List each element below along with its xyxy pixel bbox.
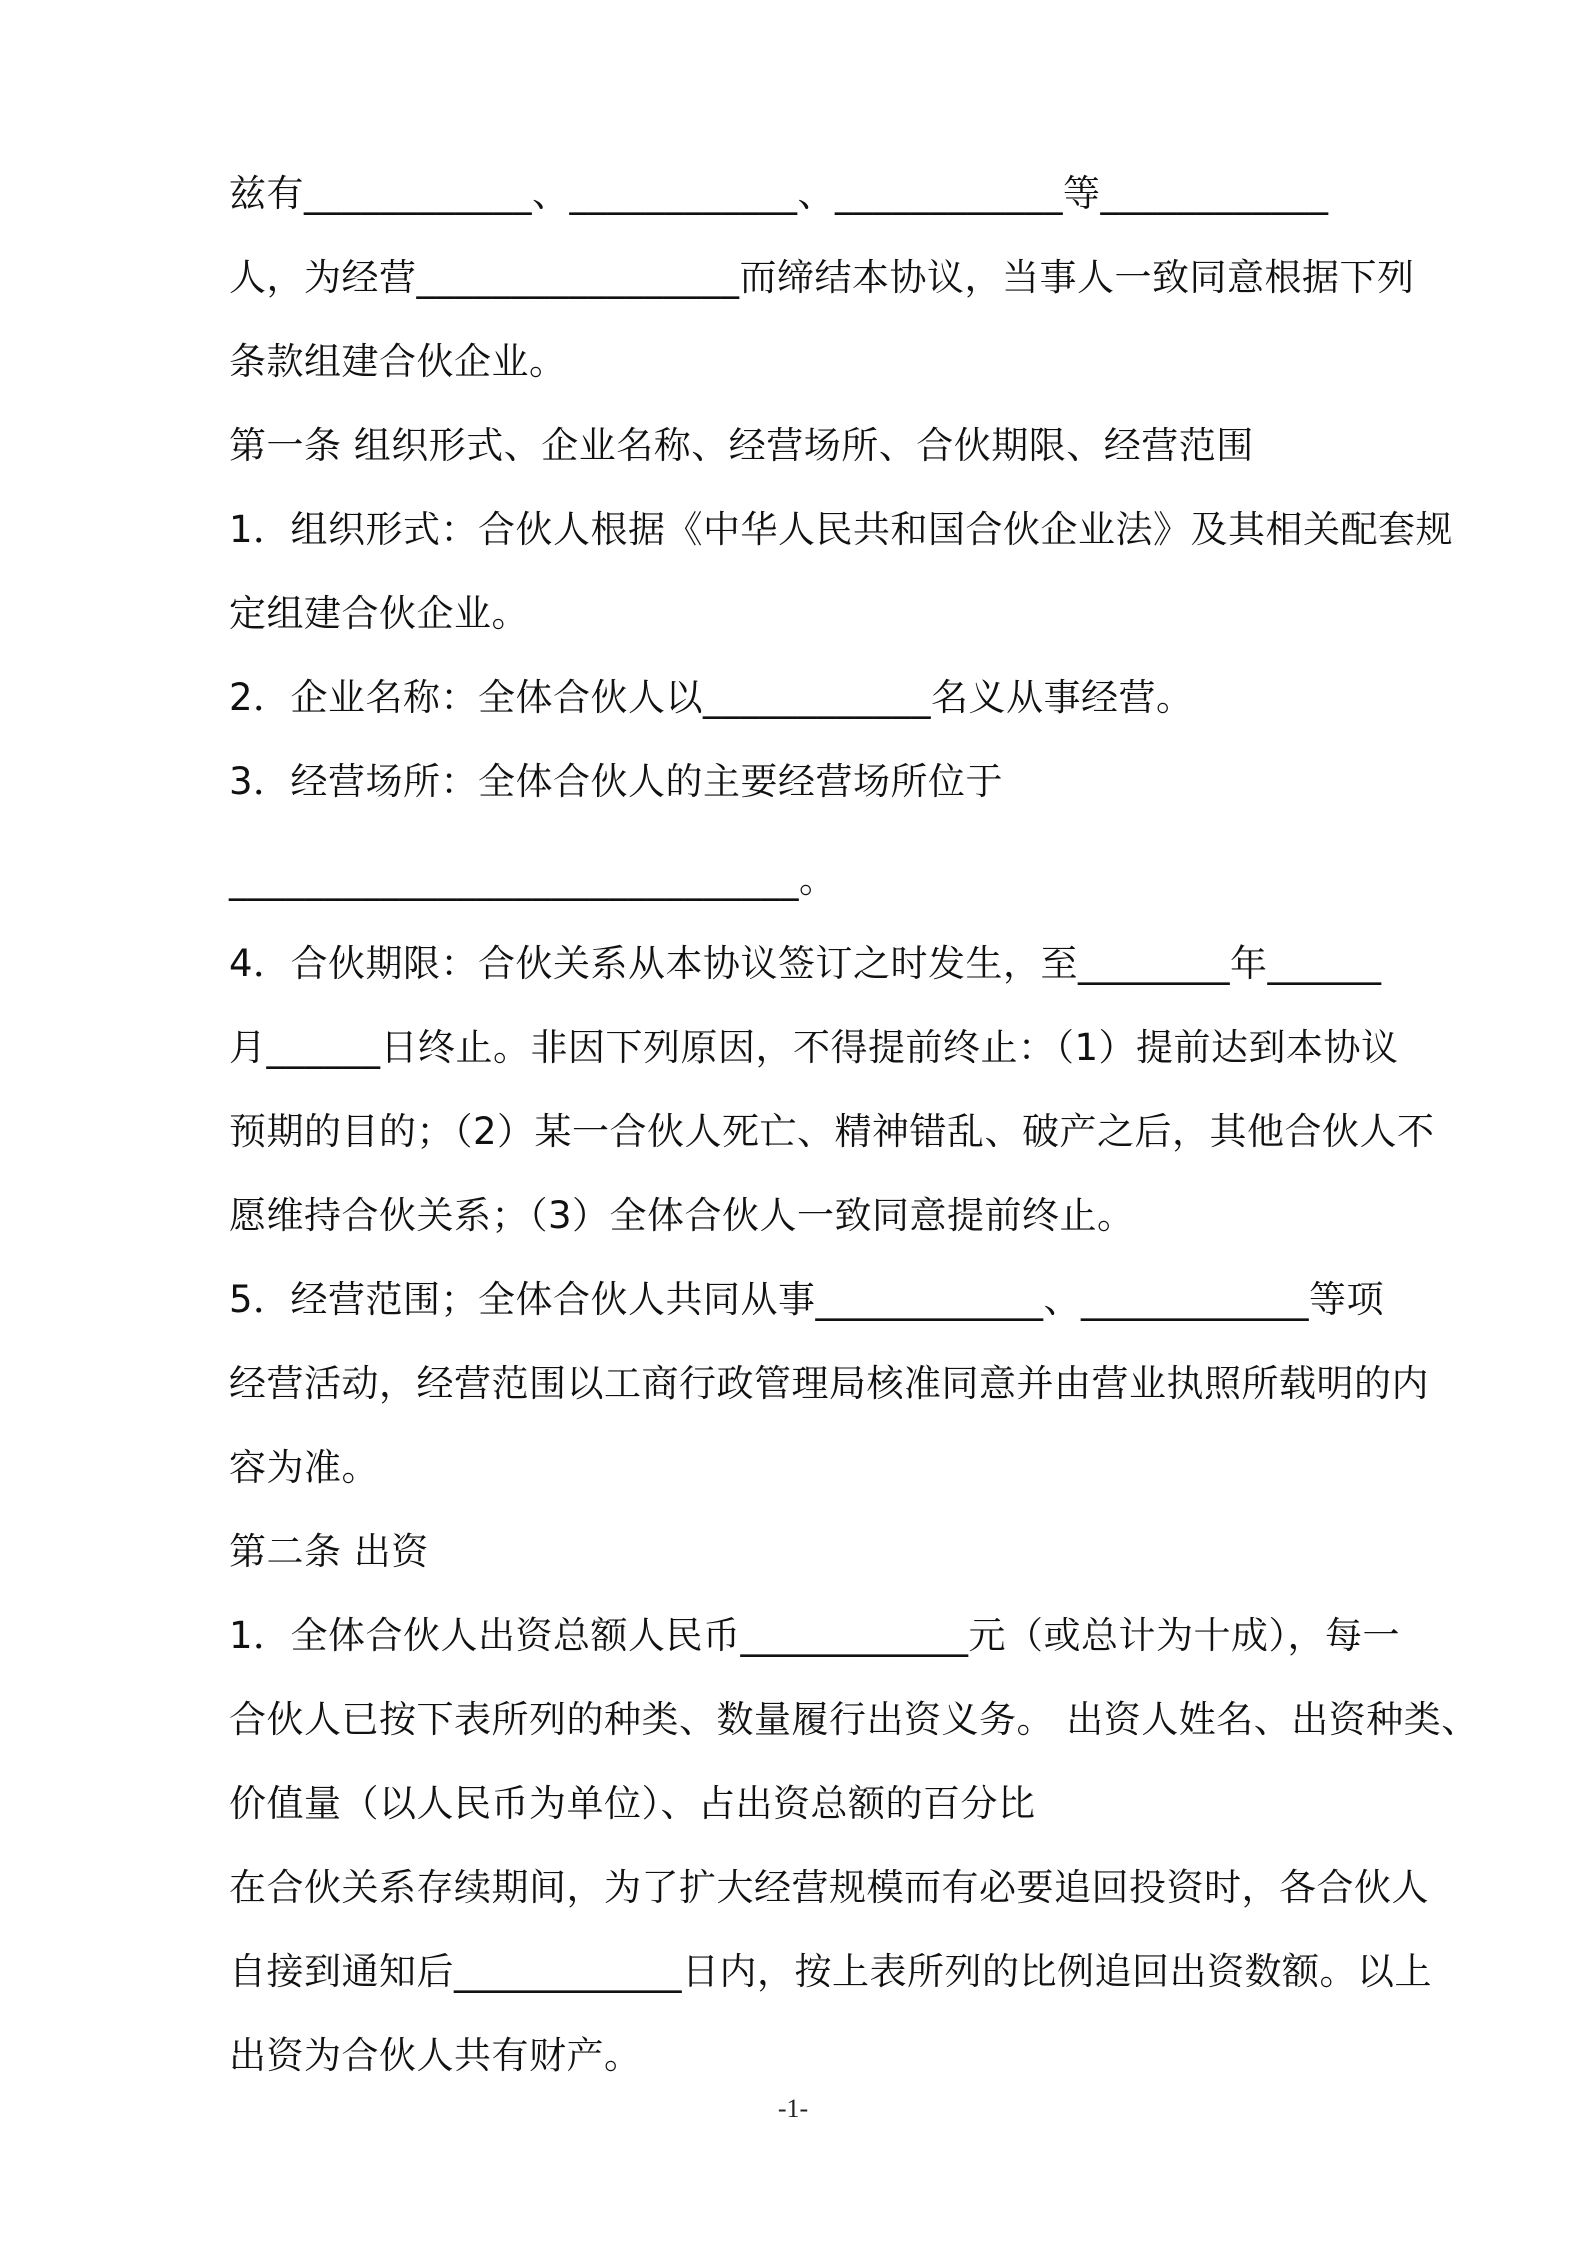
- text-line: 在合伙关系存续期间，为了扩大经营规模而有必要追回投资时，各合伙人: [229, 1866, 1429, 1909]
- text-line: 兹有____________、____________、____________等____________: [229, 172, 1329, 215]
- text-line: 定组建合伙企业。: [229, 592, 529, 635]
- text-line: 人，为经营_________________而缔结本协议，当事人一致同意根据下列: [229, 256, 1415, 299]
- text-line: 2．企业名称：全体合伙人以____________名义从事经营。: [229, 676, 1194, 719]
- text-line: 自接到通知后____________日内，按上表所列的比例追回出资数额。以上: [229, 1950, 1432, 1993]
- text-line: 1．组织形式：合伙人根据《中华人民共和国合伙企业法》及其相关配套规: [229, 508, 1454, 551]
- text-line: ______________________________。: [229, 858, 837, 901]
- text-line: 愿维持合伙关系；（3）全体合伙人一致同意提前终止。: [229, 1194, 1135, 1237]
- text-line: 5．经营范围；全体合伙人共同从事____________、____________等项: [229, 1278, 1385, 1321]
- text-line: 价值量（以人民币为单位）、占出资总额的百分比: [229, 1782, 1036, 1825]
- document-body: [229, 152, 1479, 2098]
- text-line: 1．全体合伙人出资总额人民币____________元（或总计为十成），每一: [229, 1614, 1401, 1657]
- text-line: 出资为合伙人共有财产。: [229, 2034, 642, 2077]
- text-line: 经营活动，经营范围以工商行政管理局核准同意并由营业执照所载明的内: [229, 1362, 1429, 1405]
- article-heading: 第二条 出资: [229, 1530, 429, 1573]
- text-line: 3．经营场所：全体合伙人的主要经营场所位于: [229, 760, 1004, 803]
- text-line: 容为准。: [229, 1446, 379, 1489]
- text-line: 预期的目的；（2）某一合伙人死亡、精神错乱、破产之后，其他合伙人不: [229, 1110, 1435, 1153]
- page-number: -1-: [777, 2094, 809, 2123]
- text-line: 月______日终止。非因下列原因，不得提前终止：（1）提前达到本协议: [229, 1026, 1399, 1069]
- text-line: 合伙人已按下表所列的种类、数量履行出资义务。 出资人姓名、出资种类、: [229, 1698, 1479, 1741]
- text-line: 条款组建合伙企业。: [229, 340, 567, 383]
- text-line: 4．合伙期限：合伙关系从本协议签订之时发生，至________年______: [229, 942, 1382, 985]
- article-heading: 第一条 组织形式、企业名称、经营场所、合伙期限、经营范围: [229, 424, 1254, 467]
